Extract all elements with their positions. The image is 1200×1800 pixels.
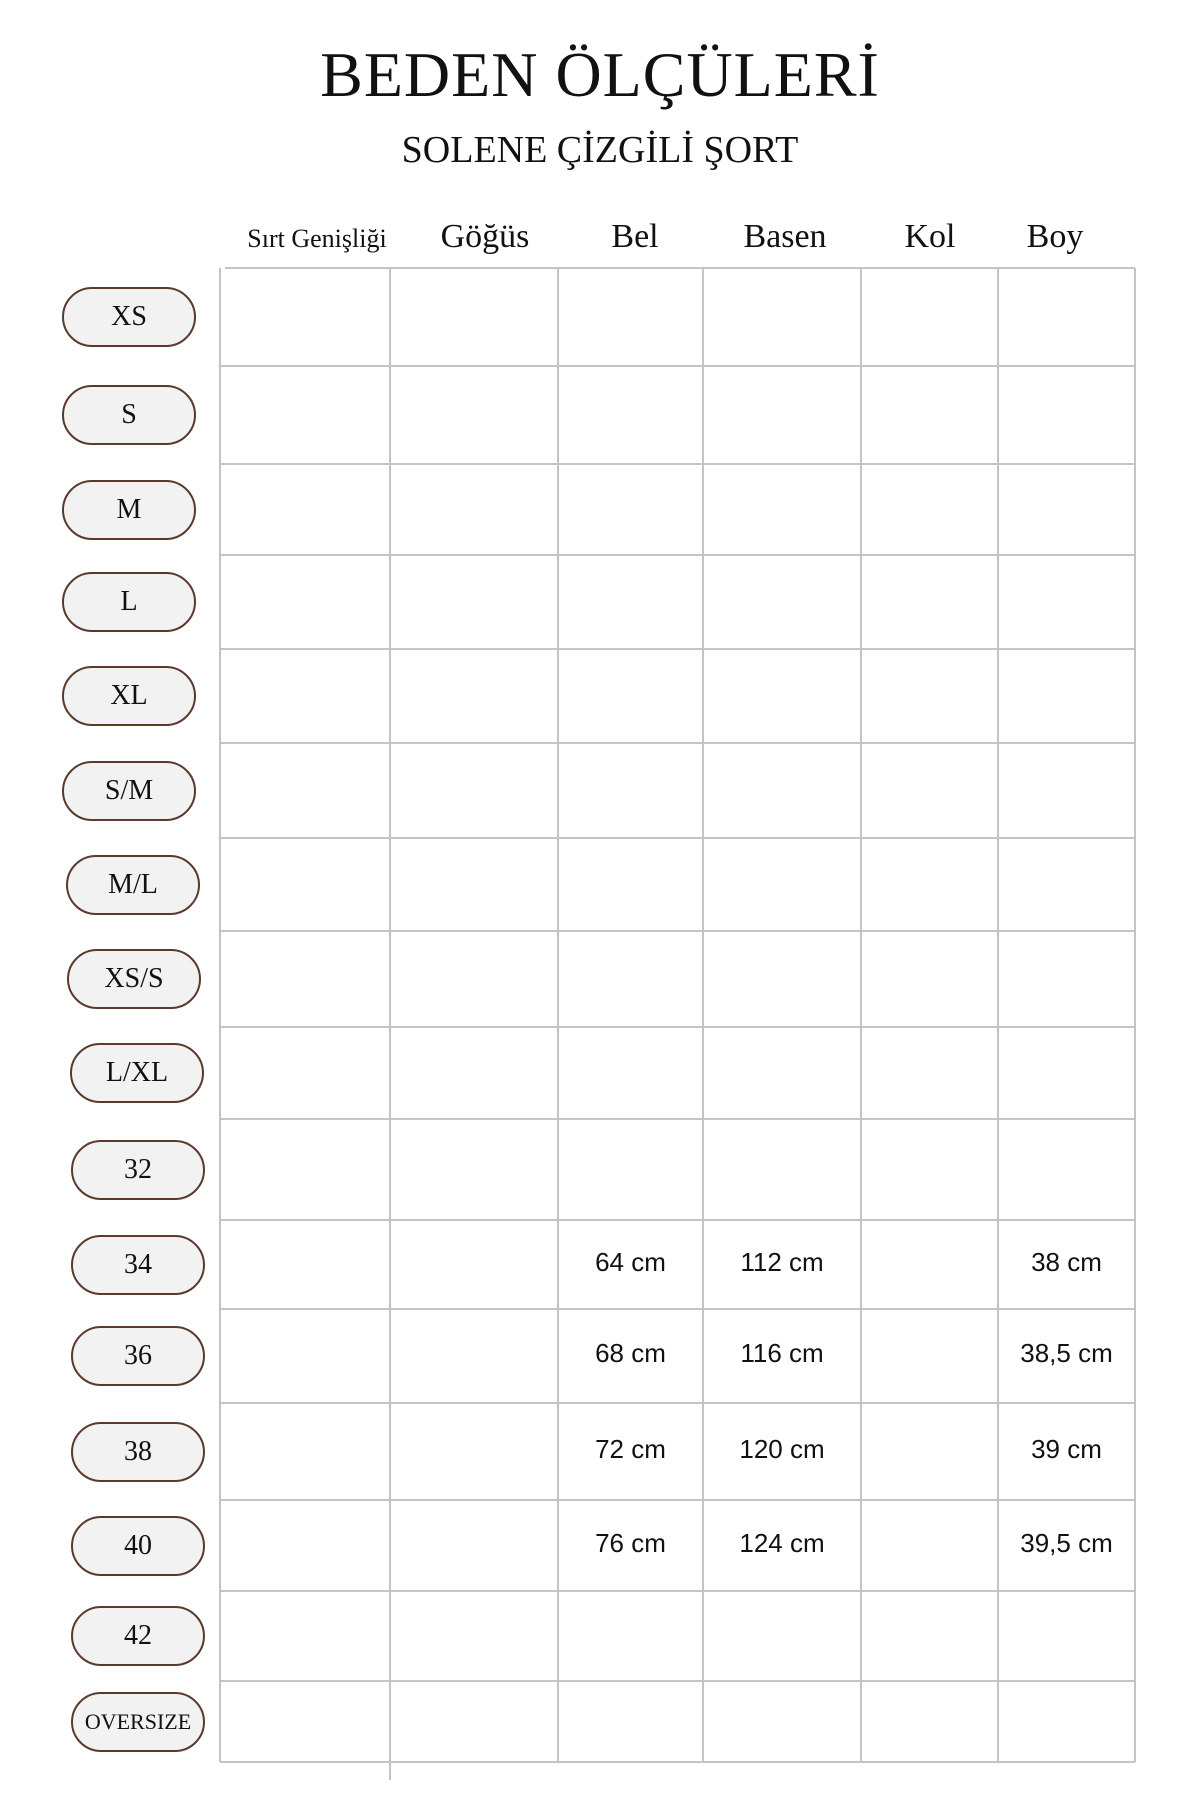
size-label-pill: 36	[71, 1326, 205, 1386]
size-label-pill: M/L	[66, 855, 200, 915]
page-title: BEDEN ÖLÇÜLERİ	[320, 39, 880, 110]
column-header-boy: Boy	[1026, 218, 1084, 255]
size-label-pill: S	[62, 385, 196, 445]
column-header-bel: Bel	[611, 218, 659, 255]
measurement-basen: 112 cm	[740, 1246, 824, 1277]
size-label-pill: 34	[71, 1235, 205, 1295]
size-label-pill: OVERSIZE	[71, 1692, 205, 1752]
column-header-gogus: Göğüs	[440, 218, 530, 255]
size-label-pill: 32	[71, 1140, 205, 1200]
measurement-bel: 72 cm	[595, 1433, 666, 1464]
size-label-pill: M	[62, 480, 196, 540]
measurement-basen: 124 cm	[739, 1527, 825, 1558]
size-label-pill: 42	[71, 1606, 205, 1666]
size-label-pill: S/M	[62, 761, 196, 821]
column-header-basen: Basen	[743, 218, 827, 255]
column-header-kol: Kol	[904, 218, 956, 255]
measurement-boy: 38,5 cm	[1020, 1338, 1113, 1368]
measurement-bel: 68 cm	[595, 1338, 666, 1368]
size-label-pill: 38	[71, 1422, 205, 1482]
measurement-basen: 116 cm	[740, 1338, 824, 1368]
size-label-pill: L	[62, 572, 196, 632]
column-header-sirt-genisligi: Sırt Genişliği	[247, 224, 387, 253]
measurement-boy: 38 cm	[1031, 1246, 1102, 1277]
size-label-pill: 40	[71, 1516, 205, 1576]
measurement-boy: 39,5 cm	[1020, 1527, 1113, 1558]
measurement-bel: 64 cm	[595, 1246, 666, 1277]
measurement-bel: 76 cm	[595, 1527, 666, 1558]
size-label-pill: XL	[62, 666, 196, 726]
size-label-pill: L/XL	[70, 1043, 204, 1103]
measurement-boy: 39 cm	[1031, 1433, 1102, 1464]
size-label-pill: XS/S	[67, 949, 201, 1009]
size-label-pill: XS	[62, 287, 196, 347]
measurement-basen: 120 cm	[739, 1433, 825, 1464]
page-subtitle: SOLENE ÇİZGİLİ ŞORT	[401, 129, 799, 171]
